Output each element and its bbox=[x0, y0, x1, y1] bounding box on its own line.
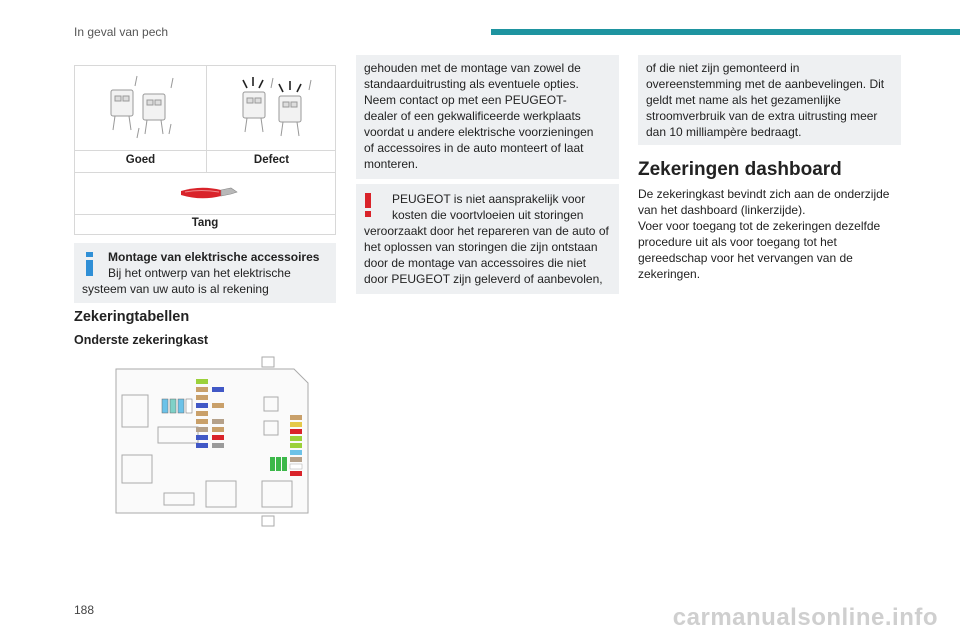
body-text-line: zekeringen. bbox=[638, 267, 701, 281]
fuse-label-row bbox=[75, 150, 335, 173]
good-fuse-illustration bbox=[103, 72, 181, 144]
defect-label: Defect bbox=[253, 154, 290, 166]
section-heading: Zekeringtabellen bbox=[74, 309, 190, 325]
fuse-condition-table bbox=[74, 65, 336, 235]
body-text-line: van het dashboard (linkerzijde). bbox=[638, 203, 806, 217]
subsection-heading: Onderste zekeringkast bbox=[74, 333, 209, 347]
body-text-line: Voer voor toegang tot de zekeringen dezelfde bbox=[638, 219, 881, 233]
defect-fuse-illustration bbox=[235, 72, 317, 144]
body-text-line: dan 10 milliampère bedraagt. bbox=[646, 125, 802, 139]
body-text-line: monteren. bbox=[364, 157, 419, 171]
warning-text-line: PEUGEOT is niet aansprakelijk voor bbox=[392, 192, 586, 206]
info-box-accessories bbox=[74, 243, 336, 303]
section-heading-dashboard: Zekeringen dashboard bbox=[638, 159, 842, 180]
warning-exclamation-icon bbox=[364, 193, 372, 217]
body-text-line: Neem contact op met een PEUGEOT- bbox=[364, 93, 567, 107]
body-text-line: standaarduitrusting als eventuele opties. bbox=[364, 77, 579, 91]
info-box-title: Montage van elektrische accessoires bbox=[108, 250, 320, 264]
body-text-line: stroomverbruik van de extra uitrusting meer bbox=[646, 109, 878, 123]
body-text-line: voordat u andere elektrische voorzieningen bbox=[364, 125, 594, 139]
warning-text-line: kosten die voortvloeien uit storingen bbox=[392, 208, 584, 222]
tool-label-row bbox=[75, 214, 335, 234]
body-text-line: procedure uit als voor toegang tot het bbox=[638, 235, 837, 249]
body-text-line: De zekeringkast bevindt zich aan de onderzijde bbox=[638, 187, 890, 201]
pliers-label: Tang bbox=[191, 217, 219, 229]
body-text-line: of accessoires in de auto monteert of laat bbox=[364, 141, 584, 155]
header-accent-bar bbox=[491, 29, 960, 35]
body-text-line: gehouden met de montage van zowel de bbox=[364, 61, 581, 75]
running-header: In geval van pech bbox=[74, 25, 169, 39]
body-text-line: geldt met name als het gezamenlijke bbox=[646, 93, 841, 107]
info-box-text-line: Bij het ontwerp van het elektrische bbox=[108, 266, 291, 280]
watermark: carmanualsonline.info bbox=[672, 604, 938, 631]
body-text-line: gereedschap voor het vervangen van de bbox=[638, 251, 853, 265]
body-text-line: dealer of een gekwalificeerde werkplaats bbox=[364, 109, 581, 123]
warning-text-line: door de montage van accessoires die niet bbox=[364, 256, 587, 270]
pliers-icon bbox=[179, 182, 239, 204]
warning-text-line: het oplossen van storingen die zijn ontstaan bbox=[364, 240, 598, 254]
warning-text-line: door PEUGEOT zijn geleverd of aanbevolen, bbox=[364, 272, 603, 286]
lower-fuse-box-diagram bbox=[108, 355, 318, 530]
good-label: Goed bbox=[125, 154, 156, 166]
warning-text-line: veroorzaakt door het repareren van de auto of bbox=[364, 224, 609, 238]
info-icon bbox=[85, 252, 94, 276]
body-text-line: of die niet zijn gemonteerd in bbox=[646, 61, 800, 75]
info-box-text-line: systeem van uw auto is al rekening bbox=[82, 282, 269, 296]
page-number: 188 bbox=[74, 603, 95, 617]
body-text-line: overeenstemming met de aanbevelingen. Dit bbox=[646, 77, 885, 91]
fuse-illustration-row bbox=[75, 66, 335, 151]
tool-illustration-row bbox=[75, 172, 335, 215]
